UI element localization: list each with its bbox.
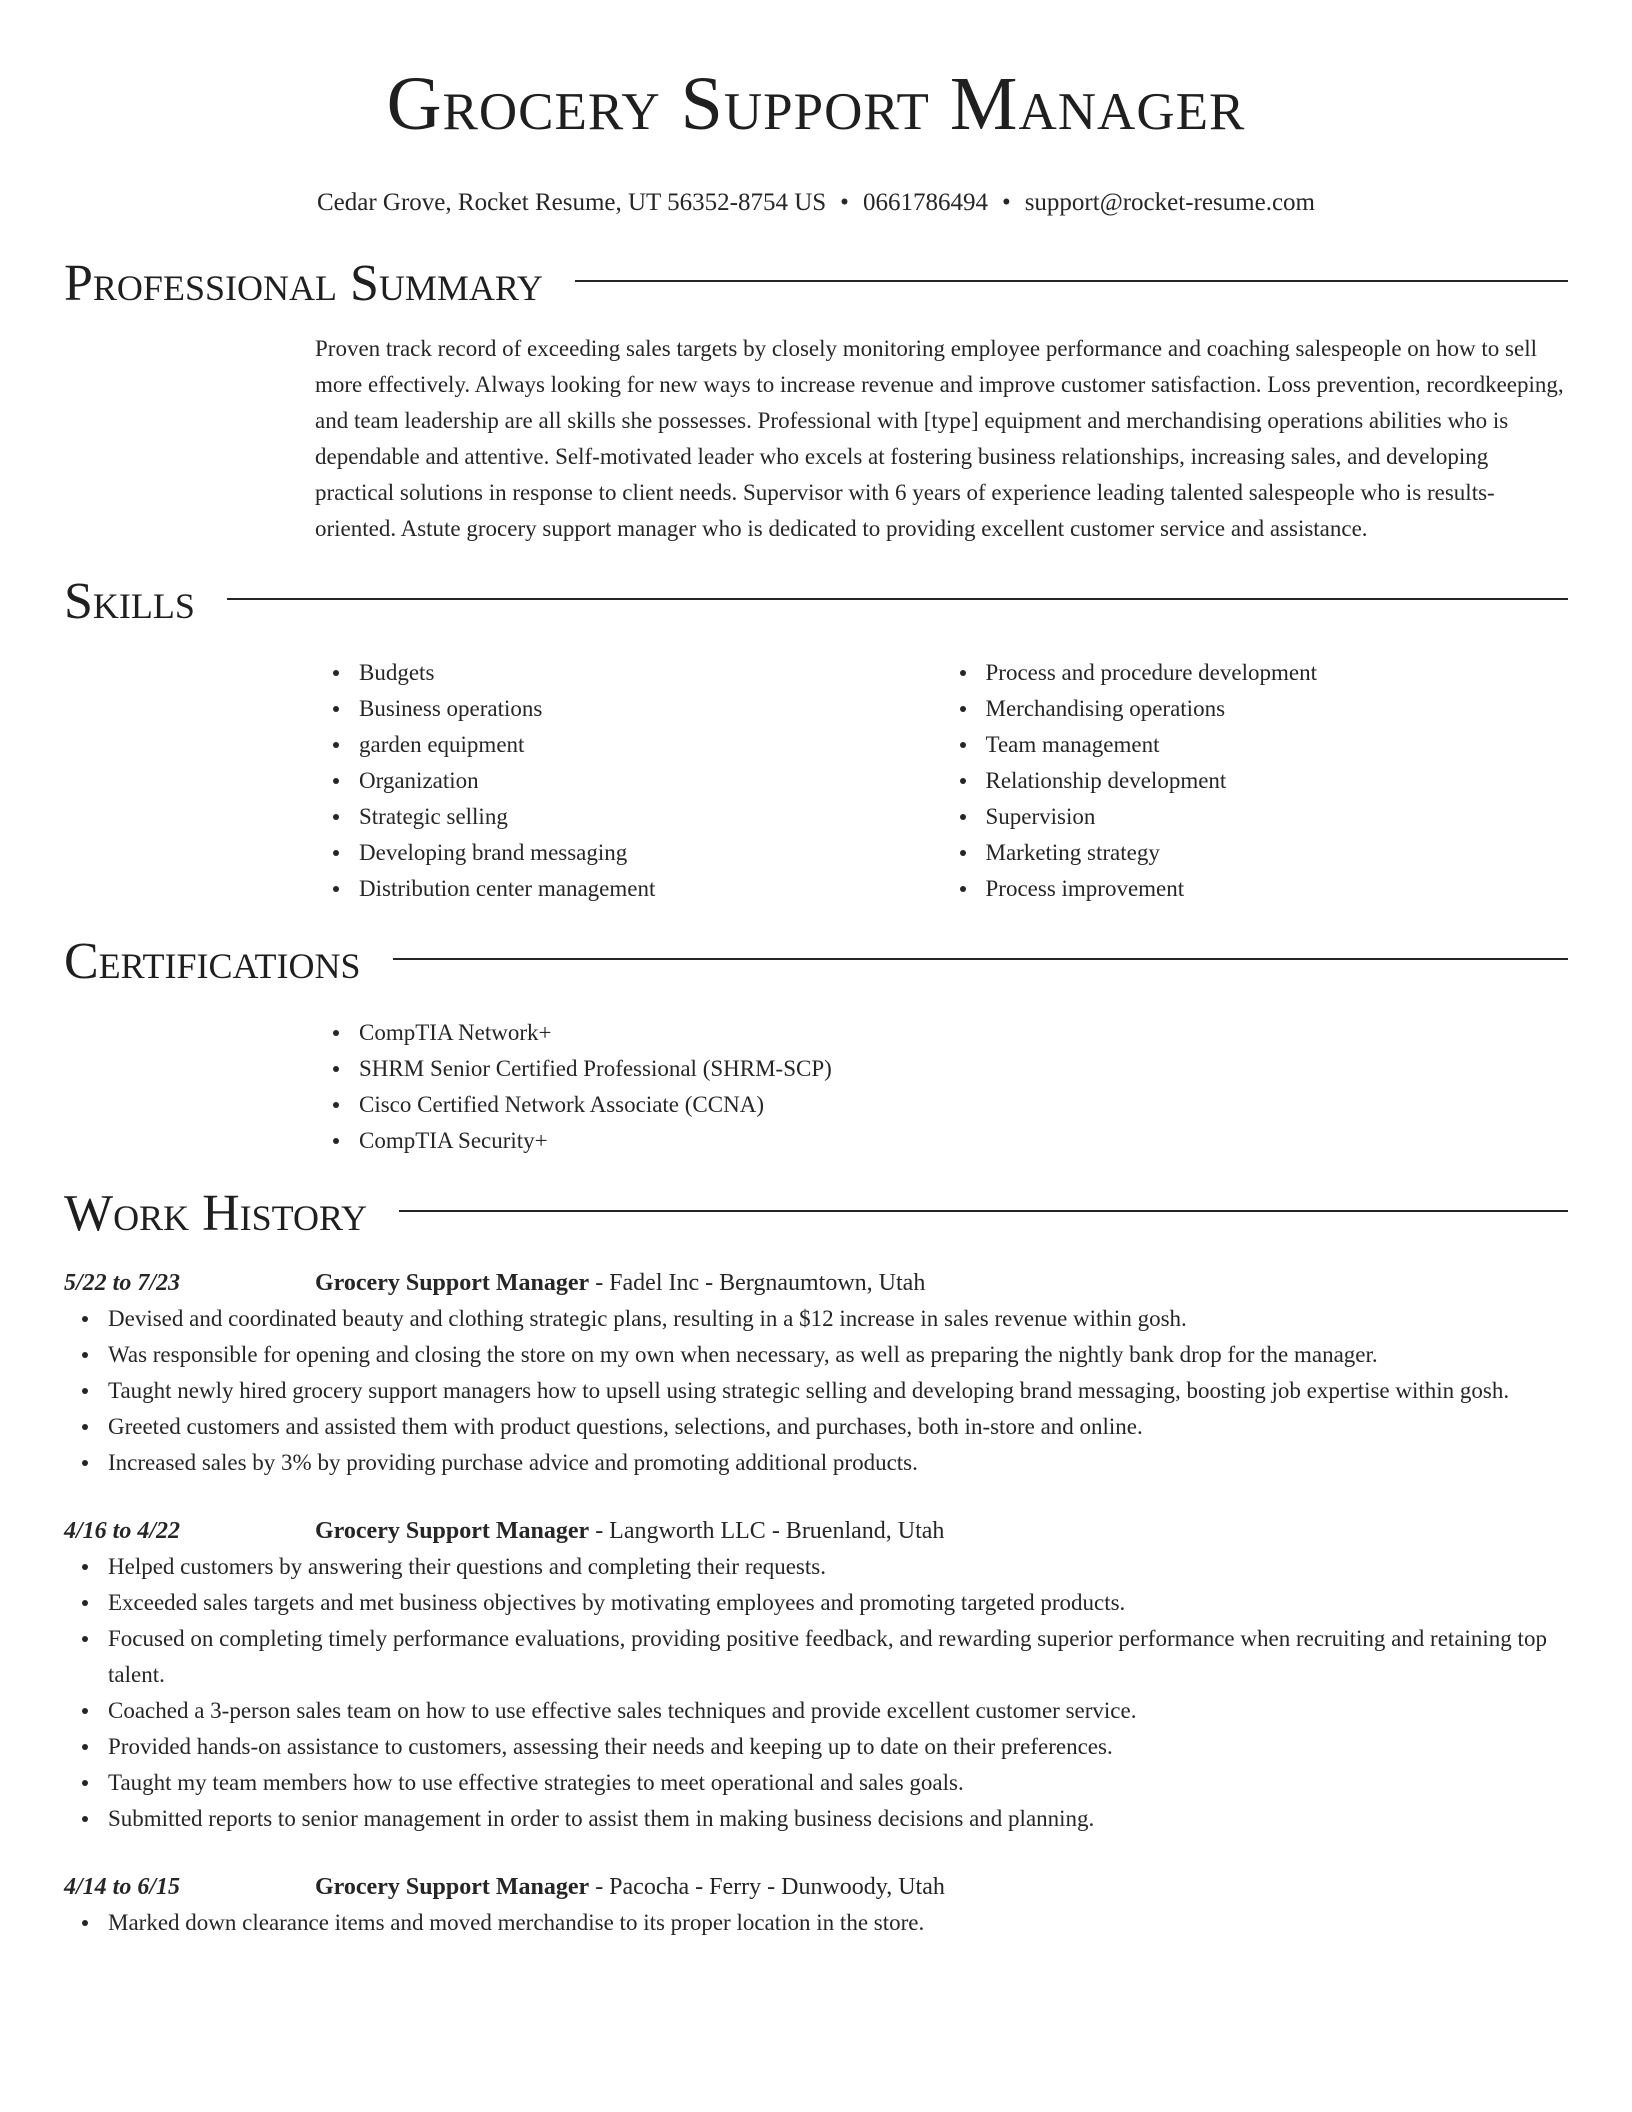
job-dates: 4/16 to 4/22 [64,1518,181,1544]
work-history-section [64,1179,1568,1941]
summary-body [315,331,1568,547]
skills-list-right [942,655,1569,907]
list-item: Marked down clearance items and moved merchandise to its proper location in the store. [108,1905,1568,1941]
section-title: Work History [64,1185,368,1242]
section-title: Professional Summary [64,255,543,312]
job-header [64,1869,1568,1905]
list-item: Cisco Certified Network Associate (CCNA) [359,1087,1568,1123]
section-header [64,567,1568,637]
list-item: Team management [986,727,1569,763]
phone: 0661786494 [862,189,988,216]
list-item: Merchandising operations [986,691,1569,727]
list-item: Developing brand messaging [359,835,942,871]
separator: • [840,189,849,216]
list-item: Strategic selling [359,799,942,835]
certifications-list [315,1015,1568,1159]
list-item: CompTIA Security+ [359,1123,1568,1159]
list-item: Relationship development [986,763,1569,799]
skills-list-left [315,655,942,907]
list-item: garden equipment [359,727,942,763]
list-item: Greeted customers and assisted them with product questions, selections, and purchases, both in-store and online. [108,1409,1568,1445]
job-header [64,1513,1568,1549]
job-entry [64,1265,1568,1481]
email: support@rocket-resume.com [1024,189,1315,216]
separator: • [1001,189,1011,216]
section-divider [227,598,1568,600]
job-heading [315,1513,944,1549]
list-item: Organization [359,763,942,799]
section-header [64,927,1568,997]
job-header [64,1265,1568,1301]
job-title: Grocery Support Manager [315,1518,590,1544]
section-header [64,249,1568,319]
list-item: Helped customers by answering their questions and completing their requests. [108,1549,1568,1585]
list-item: Budgets [359,655,942,691]
list-item: Process and procedure development [986,655,1569,691]
job-title: Grocery Support Manager [315,1270,590,1296]
job-dates: 5/22 to 7/23 [64,1270,181,1296]
certifications-section [64,927,1568,1159]
resume-page [64,0,1568,1941]
list-item: Marketing strategy [986,835,1569,871]
job-employer: - Pacocha - Ferry - Dunwoody, Utah [589,1874,945,1900]
candidate-name: Grocery Support Manager [386,62,1246,146]
section-title: Certifications [64,933,361,990]
job-entry [64,1513,1568,1837]
certifications-body [315,1015,1568,1159]
list-item: Devised and coordinated beauty and clothing strategic plans, resulting in a $12 increase in sales revenue within gosh. [108,1301,1568,1337]
list-item: Taught my team members how to use effective strategies to meet operational and sales goals. [108,1765,1568,1801]
list-item: Process improvement [986,871,1569,907]
list-item: Submitted reports to senior management in order to assist them in making business decisions and planning. [108,1801,1568,1837]
list-item: Increased sales by 3% by providing purchase advice and promoting additional products. [108,1445,1568,1481]
job-dates: 4/14 to 6/15 [64,1874,181,1900]
address: Cedar Grove, Rocket Resume, UT 56352-8754 US [316,189,827,216]
list-item: Provided hands-on assistance to customers, assessing their needs and keeping up to date on their preferences. [108,1729,1568,1765]
list-item: Distribution center management [359,871,942,907]
contact-line [64,186,1568,220]
skills-section [64,567,1568,907]
section-divider [575,280,1568,282]
job-employer: - Langworth LLC - Bruenland, Utah [589,1518,945,1544]
list-item: Focused on completing timely performance evaluations, providing positive feedback, and rewarding superior performance when recruiting and retaining top talent. [108,1621,1568,1693]
job-entry [64,1869,1568,1941]
section-divider [399,1210,1568,1212]
summary-text: Proven track record of exceeding sales targets by closely monitoring employee performance and coaching salespeople on how to sell more effectively. Always looking for new ways to increase revenue and improve customer satisfaction. Loss prevention, recordkeeping, and team leadership are all skills she possesses. Professional with [type] equipment and merchandising operations abilities who is dependable and attentive. Self-motivated leader who excels at fostering business relationships, increasing sales, and developing practical solutions in response to client needs. Supervisor with 6 years of experience leading talented salespeople who is results-oriented. Astute grocery support manager who is dedicated to providing excellent customer service and assistance. [315,336,1564,541]
section-divider [393,958,1568,960]
job-bullets [64,1301,1568,1481]
list-item: CompTIA Network+ [359,1015,1568,1051]
job-bullets [64,1549,1568,1837]
list-item: Taught newly hired grocery support managers how to upsell using strategic selling and developing brand messaging, boosting job expertise within gosh. [108,1373,1568,1409]
section-title: Skills [64,573,195,630]
list-item: SHRM Senior Certified Professional (SHRM-SCP) [359,1051,1568,1087]
summary-section [64,249,1568,547]
job-heading [315,1265,925,1301]
section-header [64,1179,1568,1249]
job-employer: - Fadel Inc - Bergnaumtown, Utah [589,1270,926,1296]
skills-grid [315,655,1568,907]
list-item: Business operations [359,691,942,727]
list-item: Exceeded sales targets and met business objectives by motivating employees and promoting targeted products. [108,1585,1568,1621]
job-heading [315,1869,945,1905]
job-bullets [64,1905,1568,1941]
list-item: Coached a 3-person sales team on how to use effective sales techniques and provide excellent customer service. [108,1693,1568,1729]
list-item: Was responsible for opening and closing the store on my own when necessary, as well as preparing the nightly bank drop for the manager. [108,1337,1568,1373]
job-title: Grocery Support Manager [315,1874,590,1900]
list-item: Supervision [986,799,1569,835]
